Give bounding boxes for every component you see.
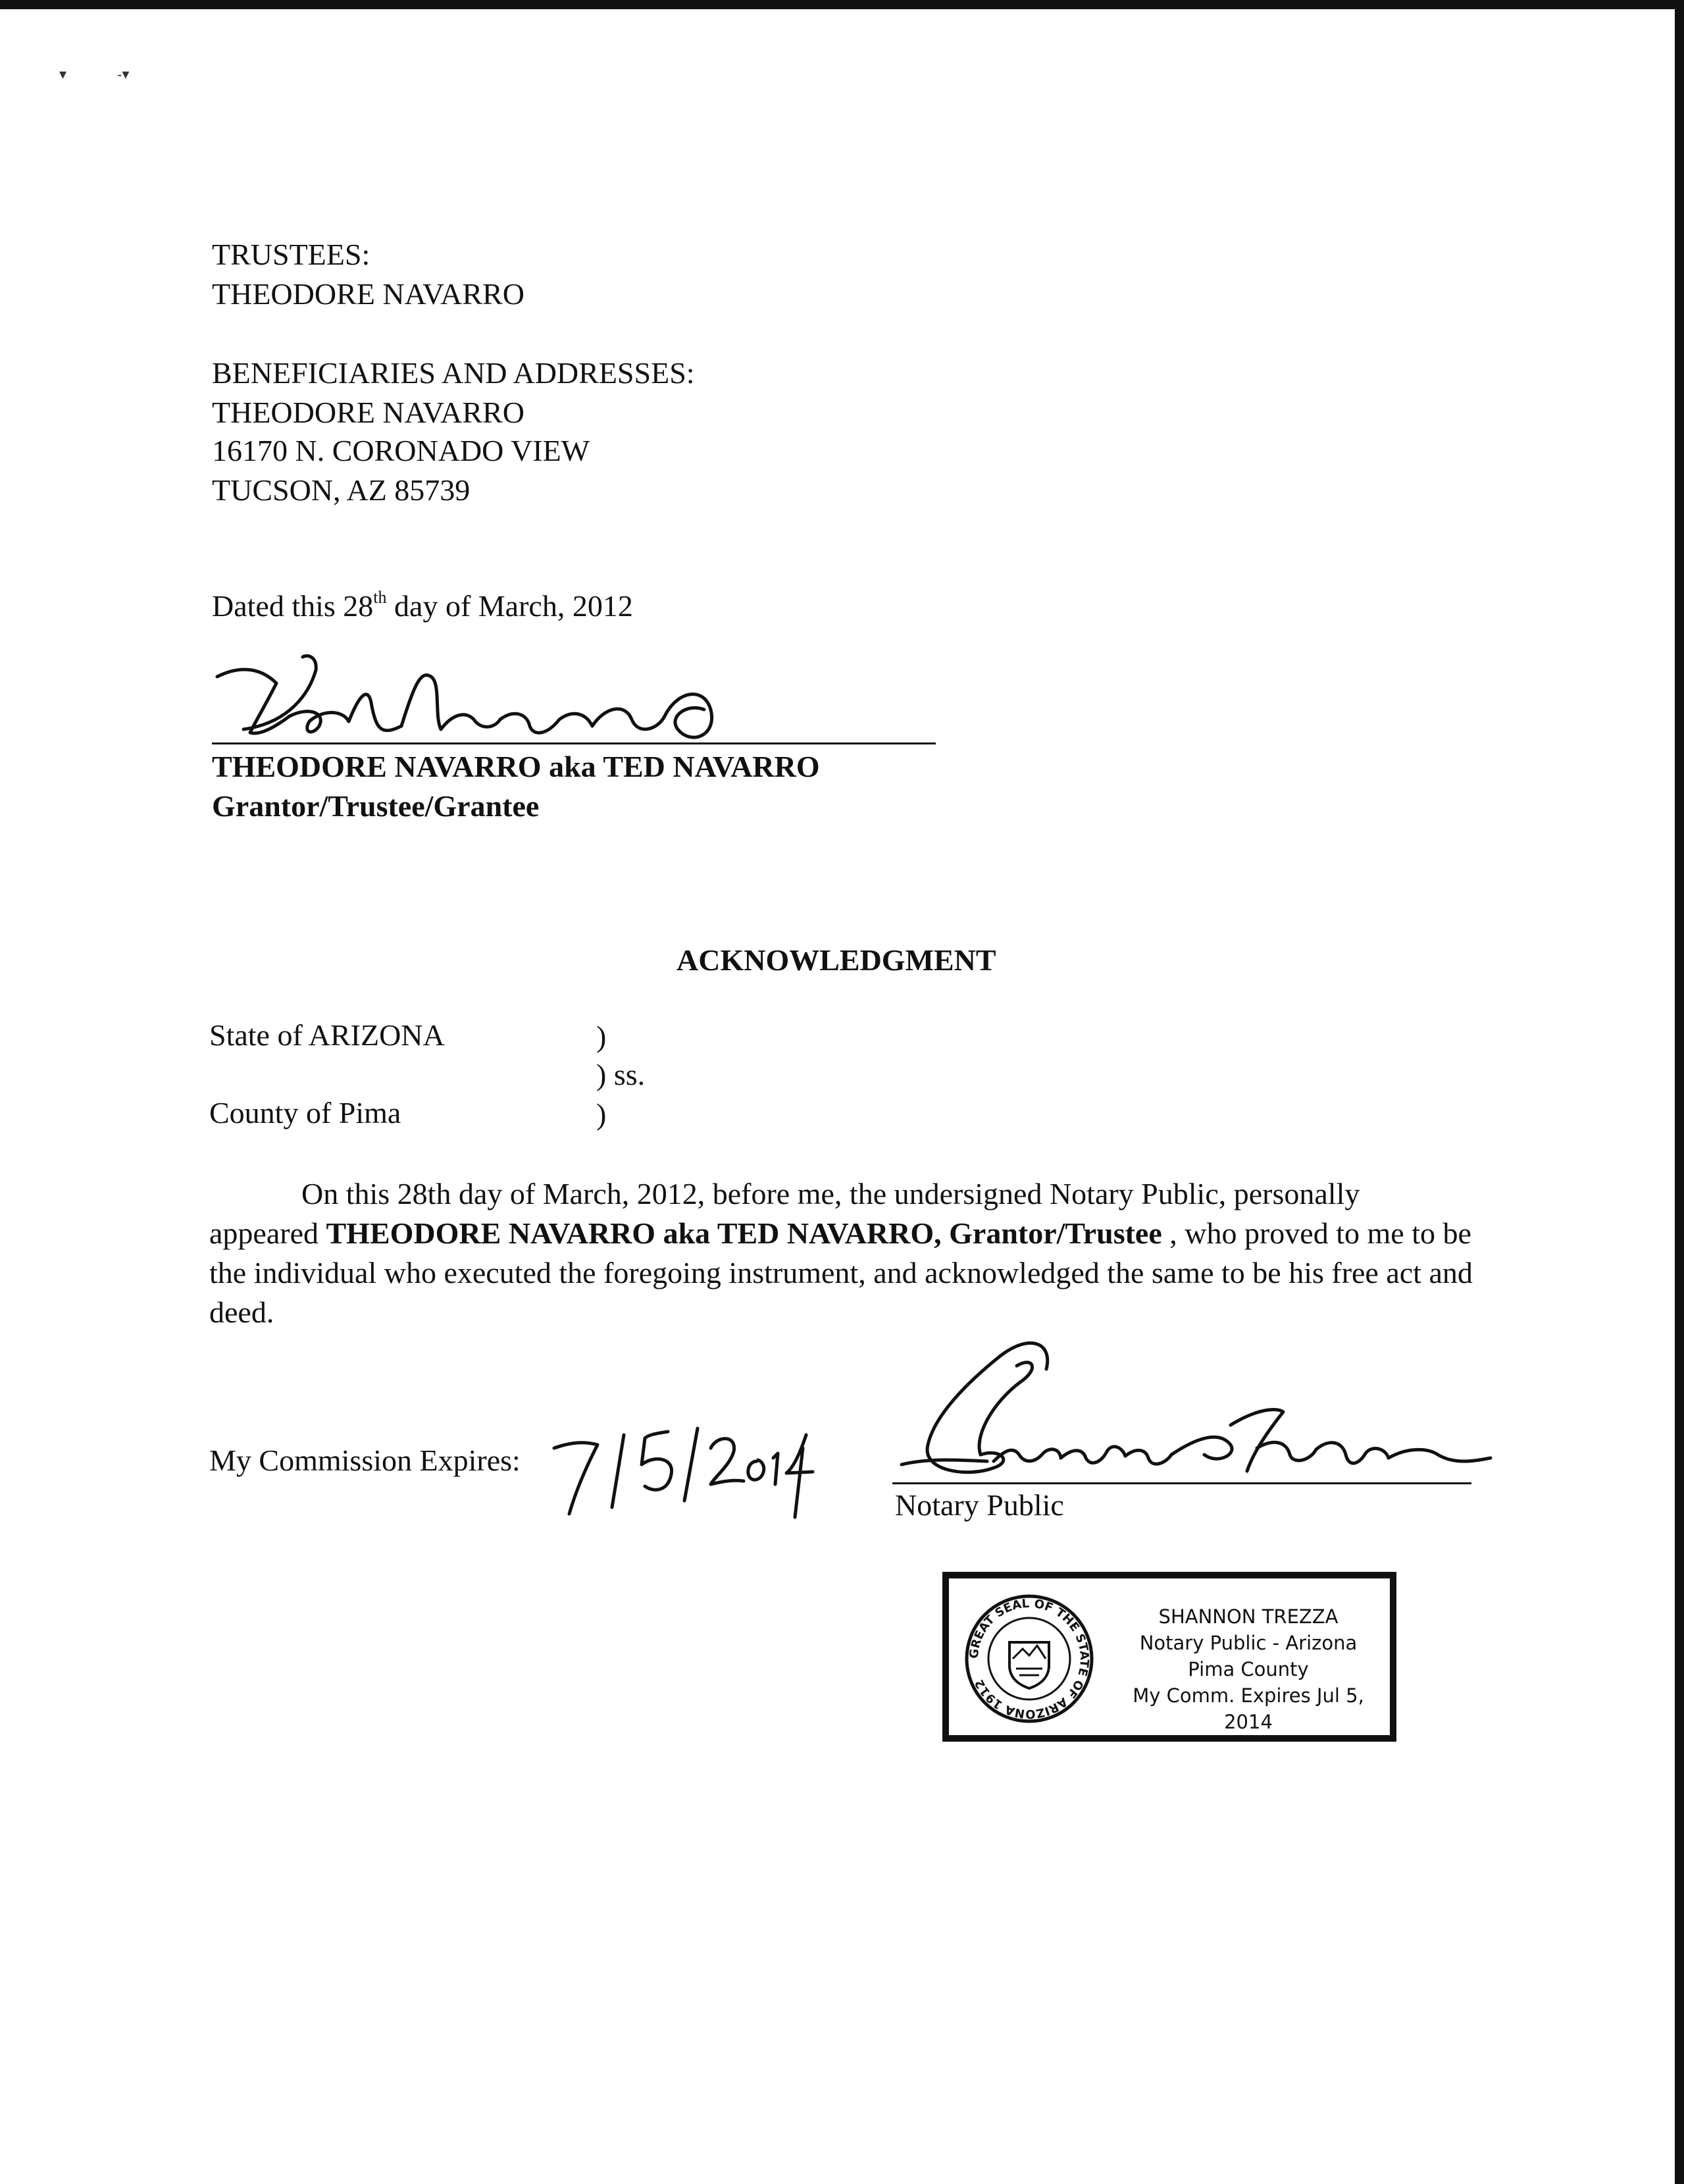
trustees-name: THEODORE NAVARRO	[212, 277, 524, 311]
stamp-text	[1107, 1603, 1390, 1735]
commission-label: My Commission Expires:	[209, 1443, 521, 1477]
acknowledgment-title: ACKNOWLEDGMENT	[676, 943, 996, 977]
grantor-name: THEODORE NAVARRO aka TED NAVARRO	[212, 750, 820, 783]
scan-specks: ▾ ‐▾	[59, 66, 130, 82]
notary-public-label: Notary Public	[895, 1488, 1064, 1522]
notary-signature	[888, 1330, 1494, 1494]
beneficiary-address-line1: 16170 N. CORONADO VIEW	[212, 434, 590, 467]
stamp-county: Pima County	[1188, 1658, 1309, 1680]
beneficiaries-heading: BENEFICIARIES AND ADDRESSES:	[212, 356, 695, 390]
venue-ss: ) ss.	[596, 1058, 646, 1091]
beneficiary-address-line2: TUCSON, AZ 85739	[212, 473, 471, 507]
notary-stamp	[942, 1572, 1396, 1742]
beneficiary-name: THEODORE NAVARRO	[212, 396, 524, 429]
svg-text:GREAT SEAL OF THE STATE OF ARI: GREAT SEAL OF THE STATE OF ARIZONA 1912	[967, 1596, 1092, 1721]
notary-signature-line	[892, 1482, 1471, 1484]
dated-line: Dated this 28th day of March, 2012	[212, 588, 633, 623]
state-label: State of ARIZONA	[209, 1018, 445, 1052]
stamp-notary-name: SHANNON TREZZA	[1158, 1605, 1339, 1628]
grantor-signature-line	[212, 742, 936, 744]
arizona-seal-icon	[963, 1593, 1095, 1725]
commission-handwritten-date	[546, 1409, 836, 1521]
grantor-signature	[204, 644, 783, 756]
stamp-expiration: My Comm. Expires Jul 5, 2014	[1133, 1684, 1364, 1733]
scan-border-top	[0, 0, 1684, 9]
county-label: County of Pima	[209, 1096, 401, 1130]
venue-bracket-3: )	[596, 1097, 607, 1131]
stamp-title: Notary Public - Arizona	[1139, 1632, 1358, 1654]
scan-border-right	[1675, 0, 1684, 2184]
acknowledgment-paragraph: On this 28th day of March, 2012, before me, the undersigned Notary Public, personally appeared THEODORE NAVARRO aka TED NAVARRO, Grantor/Trustee , who proved to me to be the individual who executed the foregoing instrument, and acknowledged the same to be his free act and deed.	[209, 1177, 1473, 1329]
venue-bracket-1: )	[596, 1020, 607, 1053]
grantor-role: Grantor/Trustee/Grantee	[212, 789, 540, 823]
trustees-heading: TRUSTEES:	[212, 238, 370, 271]
